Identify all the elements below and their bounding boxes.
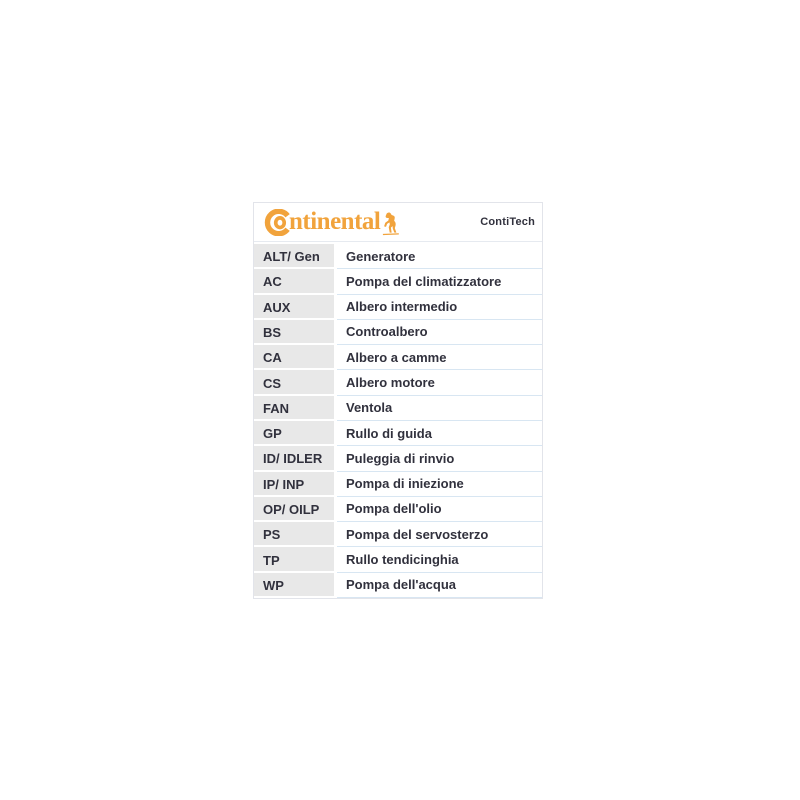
description-cell: Rullo tendicinghia [337,547,542,572]
abbreviation-cell: PS [254,522,334,547]
description-cell: Albero a camme [337,345,542,370]
table-row [254,421,542,446]
abbreviation-cell: WP [254,573,334,598]
abbreviation-cell: BS [254,320,334,345]
brand-header [254,203,542,242]
description-cell: Puleggia di rinvio [337,446,542,471]
abbreviation-cell: ID/ IDLER [254,446,334,471]
continental-logo [262,209,402,236]
table-row [254,320,542,345]
table-row [254,370,542,395]
description-cell: Controalbero [337,320,542,345]
table-row [254,522,542,547]
table-row [254,472,542,497]
abbreviation-cell: AC [254,269,334,294]
contitech-logo: ContiTech [480,216,535,228]
table-row [254,295,542,320]
table-row [254,446,542,471]
abbreviation-cell: FAN [254,396,334,421]
abbreviation-cell: OP/ OILP [254,497,334,522]
table-row [254,573,542,598]
description-cell: Pompa di iniezione [337,472,542,497]
horse-icon [382,212,402,236]
abbreviation-cell: ALT/ Gen [254,244,334,269]
abbreviation-cell: IP/ INP [254,472,334,497]
table-row [254,345,542,370]
table-row [254,497,542,522]
legend-sheet [253,202,543,599]
abbreviation-cell: CS [254,370,334,395]
legend-table-body [254,242,542,598]
description-cell: Albero intermedio [337,295,542,320]
description-cell: Rullo di guida [337,421,542,446]
description-cell: Pompa del servosterzo [337,522,542,547]
table-row [254,396,542,421]
description-cell: Generatore [337,244,542,269]
table-row [254,547,542,572]
continental-c-emblem-icon [262,209,291,236]
abbreviation-cell: CA [254,345,334,370]
description-cell: Pompa del climatizzatore [337,269,542,294]
abbreviation-cell: TP [254,547,334,572]
abbreviation-cell: AUX [254,295,334,320]
description-cell: Albero motore [337,370,542,395]
logo-wordmark: ntinental [289,207,381,235]
table-row [254,244,542,269]
table-row [254,269,542,294]
description-cell: Pompa dell'acqua [337,573,542,598]
description-cell: Ventola [337,396,542,421]
abbreviation-cell: GP [254,421,334,446]
description-cell: Pompa dell'olio [337,497,542,522]
